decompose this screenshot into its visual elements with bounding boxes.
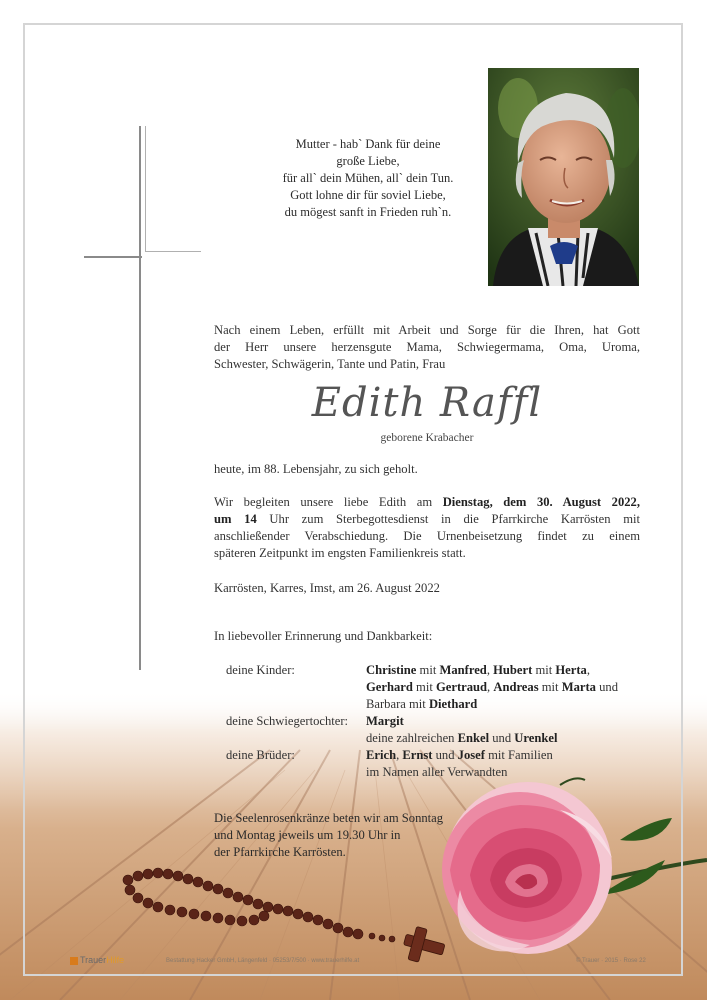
poem-line: du mögest sanft in Frieden ruh`n. [284, 205, 452, 219]
intro-line: Nach einem Leben, erfüllt mit Arbeit und Sorge für die Ihren, hat Gott [214, 323, 640, 337]
inlaw-name: Margit [366, 714, 404, 728]
footer-address: Bestattung Hacker GmbH, Längenfeld · 05253/7/500 · www.trauerhilfe.at [166, 958, 360, 964]
footer [70, 955, 670, 967]
logo-icon [70, 957, 78, 965]
funeral-line: anschließender Verabschiedung. Die Urnenbeisetzung findet zu einem [214, 529, 640, 543]
remembrance-line: In liebevoller Erinnerung und Dankbarkeit: [214, 629, 433, 643]
children-line: Gerhard mit Gertraud, Andreas mit Marta und [366, 680, 619, 694]
children-line: Christine mit Manfred, Hubert mit Herta, [366, 663, 591, 677]
poem-line: große Liebe, [336, 154, 400, 168]
rosary-icon [123, 868, 395, 942]
deceased-name: Edith Raffl [311, 380, 543, 426]
footer-copyright: © Trauer · 2015 · Rose 22 [576, 958, 646, 964]
funeral-line: späteren Zeitpunkt im engsten Familienkreis statt. [214, 546, 466, 560]
children-label: deine Kinder: [226, 663, 295, 677]
rosary-prayer-info [214, 810, 443, 861]
grandchildren-line: deine zahlreichen Enkel und Urenkel [366, 731, 558, 745]
footer-brand: TrauerHilfe [70, 955, 124, 965]
funeral-paragraph [214, 494, 640, 562]
poem-line: Mutter - hab` Dank für deine [295, 137, 441, 151]
inlaw-label: deine Schwiegertochter: [226, 714, 349, 728]
intro-line: Schwester, Schwägerin, Tante und Patin, Frau [214, 357, 446, 371]
intro-paragraph [214, 322, 640, 373]
rosary-line: Die Seelenrosenkränze beten wir am Sonntag [214, 811, 444, 825]
rosary-line: der Pfarrkirche Karrösten. [214, 845, 346, 859]
death-line: heute, im 88. Lebensjahr, zu sich geholt. [214, 462, 418, 476]
portrait-photo [488, 68, 639, 286]
funeral-line: um 14 Uhr zum Sterbegottesdienst in die Pfarrkirche Karrösten mit [214, 512, 640, 526]
poem-line: Gott lohne dir für soviel Liebe, [290, 188, 446, 202]
funeral-line: Wir begleiten unsere liebe Edith am Dienstag, dem 30. August 2022, [214, 495, 640, 509]
relatives-line: im Namen aller Verwandten [366, 765, 508, 779]
maiden-name: geborene Krabacher [380, 432, 474, 444]
intro-line: der Herr unsere herzensgute Mama, Schwiegermama, Oma, Uroma, [214, 340, 640, 354]
brothers-line: Erich, Ernst und Josef mit Familien [366, 748, 553, 762]
rose-icon [442, 778, 707, 954]
poem-line: für all` dein Mühen, all` dein Tun. [282, 171, 454, 185]
rosary-line: und Montag jeweils um 19.30 Uhr in [214, 828, 401, 842]
poem [258, 136, 478, 221]
children-line: Barbara mit Diethard [366, 697, 478, 711]
brothers-label: deine Brüder: [226, 748, 295, 762]
place-date: Karrösten, Karres, Imst, am 26. August 2022 [214, 581, 440, 595]
